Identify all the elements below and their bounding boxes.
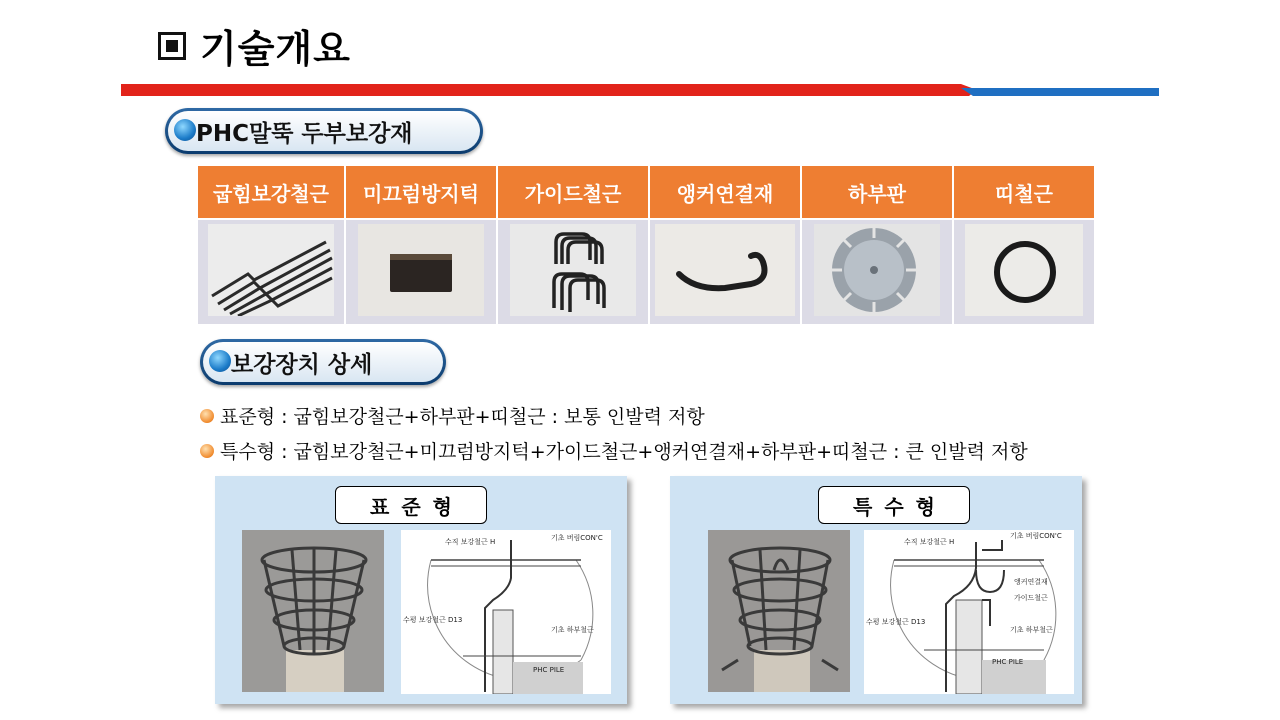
column-header: 하부판	[801, 166, 953, 219]
section-heading-details	[200, 339, 446, 385]
part-image-cell	[953, 219, 1094, 324]
section-heading-parts	[165, 108, 483, 154]
header-divider	[121, 84, 1159, 96]
standard-type-panel	[215, 476, 627, 704]
globe-bullet-icon	[174, 119, 196, 141]
description-line-standard	[200, 402, 705, 429]
description-text: 표준형 : 굽힘보강철근+하부판+띠철근 : 보통 인발력 저항	[220, 406, 705, 428]
diagram-label: 수평 보강철근 D13	[403, 616, 463, 624]
page-title-text: 기술개요	[200, 27, 351, 71]
diagram-label: 가이드철근	[1014, 594, 1048, 602]
anti-slip-block-image	[358, 224, 484, 316]
diagram-label: 기초 버림CON'C	[551, 534, 603, 542]
orange-bullet-icon	[200, 444, 214, 458]
diagram-label: 앵커연결재	[1014, 578, 1048, 586]
part-image-cell	[801, 219, 953, 324]
description-text: 특수형 : 굽힘보강철근+미끄럼방지턱+가이드철근+앵커연결재+하부판+띠철근 : 큰 인발력 저항	[220, 441, 1028, 463]
diagram-label: 수평 보강철근 D13	[866, 618, 926, 626]
special-cage-photo	[708, 530, 850, 692]
standard-cage-photo	[242, 530, 384, 692]
description-line-special	[200, 437, 1028, 464]
panel-label: 특수형	[818, 486, 970, 524]
globe-bullet-icon	[209, 350, 231, 372]
part-image-cell	[497, 219, 649, 324]
hoop-rebar-image	[965, 224, 1083, 316]
orange-bullet-icon	[200, 409, 214, 423]
square-bullet-icon	[158, 32, 186, 60]
diagram-label: PHC PILE	[533, 666, 565, 674]
parts-header-row	[198, 166, 1094, 219]
part-image-cell	[345, 219, 497, 324]
special-section-diagram	[864, 530, 1074, 694]
diagram-label: 수직 보강철근 H	[904, 538, 955, 546]
part-image-cell	[198, 219, 345, 324]
diagram-label: 기초 하부철근	[551, 626, 594, 634]
parts-table	[198, 166, 1094, 324]
part-image-cell	[649, 219, 801, 324]
column-header: 굽힘보강철근	[198, 166, 345, 219]
guide-rebar-image	[510, 224, 636, 316]
special-type-panel	[670, 476, 1082, 704]
section-heading-details-text: 보강장치 상세	[231, 351, 373, 378]
bent-rebar-image	[208, 224, 334, 316]
column-header: 앵커연결재	[649, 166, 801, 219]
bottom-plate-image	[814, 224, 940, 316]
standard-section-diagram	[401, 530, 611, 694]
diagram-label: 기초 하부철근	[1010, 626, 1053, 634]
column-header: 가이드철근	[497, 166, 649, 219]
page-title	[158, 18, 351, 73]
diagram-label: PHC PILE	[992, 658, 1024, 666]
anchor-connector-image	[655, 224, 795, 316]
column-header: 띠철근	[953, 166, 1094, 219]
panel-label: 표준형	[335, 486, 487, 524]
diagram-label: 수직 보강철근 H	[445, 538, 496, 546]
column-header: 미끄럼방지턱	[345, 166, 497, 219]
parts-image-row	[198, 219, 1094, 324]
section-heading-parts-text: PHC말뚝 두부보강재	[196, 120, 413, 147]
diagram-label: 기초 버림CON'C	[1010, 532, 1062, 540]
